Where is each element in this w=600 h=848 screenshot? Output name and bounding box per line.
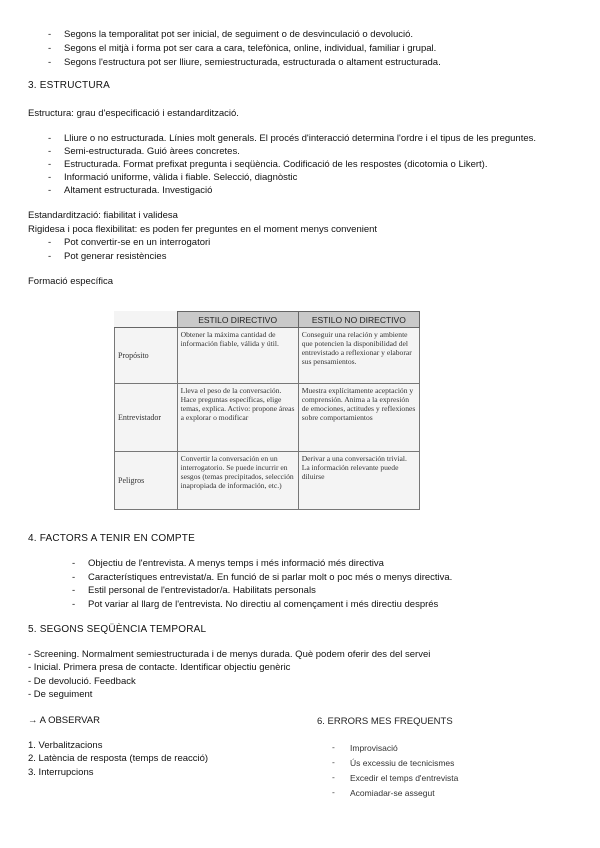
table-row xyxy=(115,452,420,510)
list-item: Excedir el temps d'entrevista xyxy=(350,773,459,783)
training-text: Formació específica xyxy=(28,276,114,287)
list-item: Semi-estructurada. Guió àrees concretes. xyxy=(64,146,240,157)
bullet-dash: - xyxy=(72,558,76,569)
bullet-dash: - xyxy=(332,787,335,797)
bullet-dash: - xyxy=(48,237,52,248)
row-label: Peligros xyxy=(115,452,178,510)
list-item: Objectiu de l'entrevista. A menys temps i més informació més directiva xyxy=(88,558,384,569)
list-item: Pot convertir-se en un interrogatori xyxy=(64,237,211,248)
list-item: Segons el mitjà i forma pot ser cara a cara, telefònica, online, individual, familiar i grupal. xyxy=(64,43,437,54)
section-heading-temporal: 5. SEGONS SEQÜÈNCIA TEMPORAL xyxy=(28,624,207,635)
list-item: Lliure o no estructurada. Línies molt generals. El procés d'interacció determina l'ordre i el tipus de les preguntes. xyxy=(64,133,537,144)
list-item: - Screening. Normalment semiestructurada i de menys durada. Què podem oferir des del servei xyxy=(28,649,431,660)
structure-intro: Estructura: grau d'especificació i estandardització. xyxy=(28,108,239,119)
bullet-dash: - xyxy=(48,172,52,183)
bullet-dash: - xyxy=(72,585,76,596)
list-item: - Inicial. Primera presa de contacte. Identificar objectiu genèric xyxy=(28,662,291,673)
list-item: Acomiadar-se assegut xyxy=(350,788,435,798)
list-item: Pot variar al llarg de l'entrevista. No directiu al començament i més directiu després xyxy=(88,599,439,610)
list-item: 3. Interrupcions xyxy=(28,767,94,778)
table-cell: Lleva el peso de la conversación. Hace preguntas específicas, elige temas, explica. Activo: propone áreas a explorar o modificar xyxy=(177,384,298,452)
bullet-dash: - xyxy=(332,757,335,767)
standardization-text: Estandardització: fiabilitat i validesa xyxy=(28,210,178,221)
column-header-directive: ESTILO DIRECTIVO xyxy=(177,312,298,328)
section-heading-factors: 4. FACTORS A TENIR EN COMPTE xyxy=(28,533,195,544)
section-heading-errors: 6. ERRORS MES FREQUENTS xyxy=(317,716,453,727)
list-item: Altament estructurada. Investigació xyxy=(64,185,213,196)
list-item: 1. Verbalitzacions xyxy=(28,740,103,751)
table-row xyxy=(115,328,420,384)
row-label: Propósito xyxy=(115,328,178,384)
table-corner xyxy=(115,312,178,328)
list-item: - De devolució. Feedback xyxy=(28,676,136,687)
bullet-dash: - xyxy=(48,57,52,68)
list-item: Segons l'estructura pot ser lliure, semiestructurada, estructurada o altament estructurada. xyxy=(64,57,441,68)
list-item: Estil personal de l'entrevistador/a. Habilitats personals xyxy=(88,585,316,596)
bullet-dash: - xyxy=(48,133,52,144)
list-item: - De seguiment xyxy=(28,689,93,700)
list-item: Estructurada. Format prefixat pregunta i seqüència. Codificació de les respostes (dicotomia o Likert). xyxy=(64,159,488,170)
list-item: Informació uniforme, vàlida i fiable. Selecció, diagnòstic xyxy=(64,172,298,183)
list-item: Ús excessiu de tecnicismes xyxy=(350,758,455,768)
bullet-dash: - xyxy=(48,146,52,157)
bullet-dash: - xyxy=(48,29,52,40)
bullet-dash: - xyxy=(72,572,76,583)
table-cell: Conseguir una relación y ambiente que potencien la disponibilidad del entrevistado a reflexionar y elaborar sus pensamientos. xyxy=(298,328,419,384)
table-cell: Obtener la máxima cantidad de información fiable, válida y útil. xyxy=(177,328,298,384)
table-cell: Derivar a una conversación trivial. La información relevante puede diluirse xyxy=(298,452,419,510)
bullet-dash: - xyxy=(48,43,52,54)
rigidity-text: Rigidesa i poca flexibilitat: es poden fer preguntes en el moment menys convenient xyxy=(28,224,378,235)
interview-style-table xyxy=(114,311,420,510)
table-row xyxy=(115,384,420,452)
bullet-dash: - xyxy=(332,772,335,782)
observe-heading: → A OBSERVAR xyxy=(28,715,100,726)
table-cell: Muestra explícitamente aceptación y comprensión. Anima a la expresión de emociones, actitudes y reflexiones sobre comportamientos xyxy=(298,384,419,452)
list-item: Segons la temporalitat pot ser inicial, de seguiment o de desvinculació o devolució. xyxy=(64,29,414,40)
row-label: Entrevistador xyxy=(115,384,178,452)
column-header-nondirective: ESTILO NO DIRECTIVO xyxy=(298,312,419,328)
bullet-dash: - xyxy=(48,251,52,262)
list-item: Característiques entrevistat/a. En funció de si parlar molt o poc més o menys directiva. xyxy=(88,572,453,583)
table-cell: Convertir la conversación en un interrogatorio. Se puede incurrir en sesgos (temas precipitados, selección inapropiada de información, etc.) xyxy=(177,452,298,510)
bullet-dash: - xyxy=(332,742,335,752)
list-item: Improvisació xyxy=(350,743,398,753)
section-heading-structure: 3. ESTRUCTURA xyxy=(28,80,111,91)
bullet-dash: - xyxy=(72,599,76,610)
bullet-dash: - xyxy=(48,185,52,196)
list-item: 2. Latència de resposta (temps de reacció) xyxy=(28,753,209,764)
bullet-dash: - xyxy=(48,159,52,170)
list-item: Pot generar resistències xyxy=(64,251,167,262)
